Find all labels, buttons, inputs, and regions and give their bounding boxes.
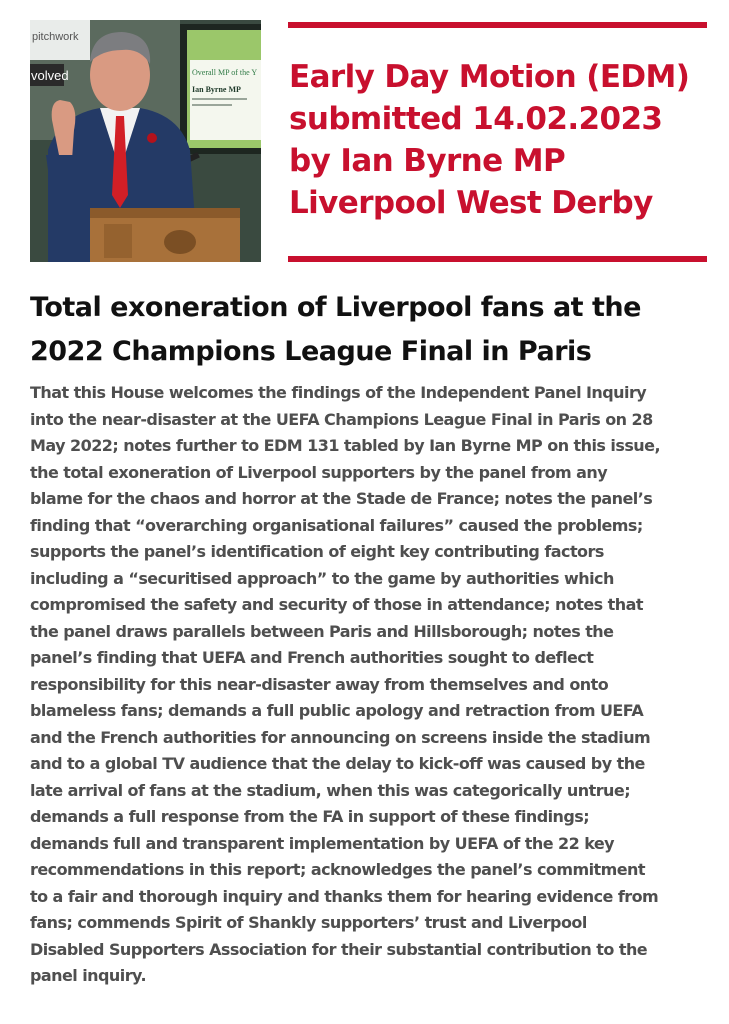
headline-line-2: 2022 Champions League Final in Paris [30,336,592,367]
motion-line: into the near-disaster at the UEFA Champions League Final in Paris on 28 [30,409,653,429]
edm-title-line-1: Early Day Motion (EDM) [289,59,690,95]
motion-text [30,380,720,990]
motion-line: That this House welcomes the findings of the Independent Panel Inquiry [30,383,647,402]
motion-line: responsibility for this near-disaster away from themselves and onto [30,674,609,694]
motion-line: to a fair and thorough inquiry and thanks them for hearing evidence from [30,886,659,906]
motion-line: panel inquiry. [30,966,146,985]
edm-title-line-2: submitted 14.02.2023 [289,101,663,137]
motion-line: and to a global TV audience that the delay to kick-off was caused by the [30,754,645,773]
edm-title [289,56,719,224]
motion-line: the panel draws parallels between Paris and Hillsborough; notes the [30,621,614,641]
motion-line: demands a full response from the FA in support of these findings; [30,807,590,826]
motion-line: recommendations in this report; acknowledges the panel’s commitment [30,860,645,879]
logo-text: pitchwork [32,31,79,43]
motion-line: and the French authorities for announcing on screens inside the stadium [30,727,651,747]
motion-line: the total exoneration of Liverpool supporters by the panel from any [30,462,608,482]
photo-illustration [30,20,261,262]
motion-line: fans; commends Spirit of Shankly supporters’ trust and Liverpool [30,913,587,932]
motion-line: panel’s finding that UEFA and French authorities sought to deflect [30,648,594,667]
motion-line: including a “securitised approach” to the game by authorities which [30,568,614,588]
title-top-rule [288,22,707,28]
headline-line-1: Total exoneration of Liverpool fans at the [30,292,641,323]
title-bottom-rule [288,256,707,262]
motion-line: blame for the chaos and horror at the Stade de France; notes the panel’s [30,489,653,508]
motion-line: finding that “overarching organisational failures” caused the problems; [30,515,643,535]
motion-line: May 2022; notes further to EDM 131 tabled by Ian Byrne MP on this issue, [30,436,660,455]
motion-line: demands full and transparent implementation by UEFA of the 22 key [30,833,615,853]
mp-photo [30,20,261,262]
screen-banner-line-2: Ian Byrne MP [192,85,241,94]
screen-banner-line-1: Overall MP of the Y [192,68,258,77]
motion-headline [30,286,720,374]
motion-line: supports the panel’s identification of eight key contributing factors [30,542,604,561]
edm-title-line-3: by Ian Byrne MP [289,143,566,179]
motion-line: compromised the safety and security of those in attendance; notes that [30,595,643,614]
edm-title-line-4: Liverpool West Derby [289,185,653,221]
banner-side-text: volved [31,68,69,83]
motion-line: Disabled Supporters Association for their substantial contribution to the [30,939,648,959]
motion-line: blameless fans; demands a full public apology and retraction from UEFA [30,701,644,720]
motion-line: late arrival of fans at the stadium, when this was categorically untrue; [30,780,631,800]
